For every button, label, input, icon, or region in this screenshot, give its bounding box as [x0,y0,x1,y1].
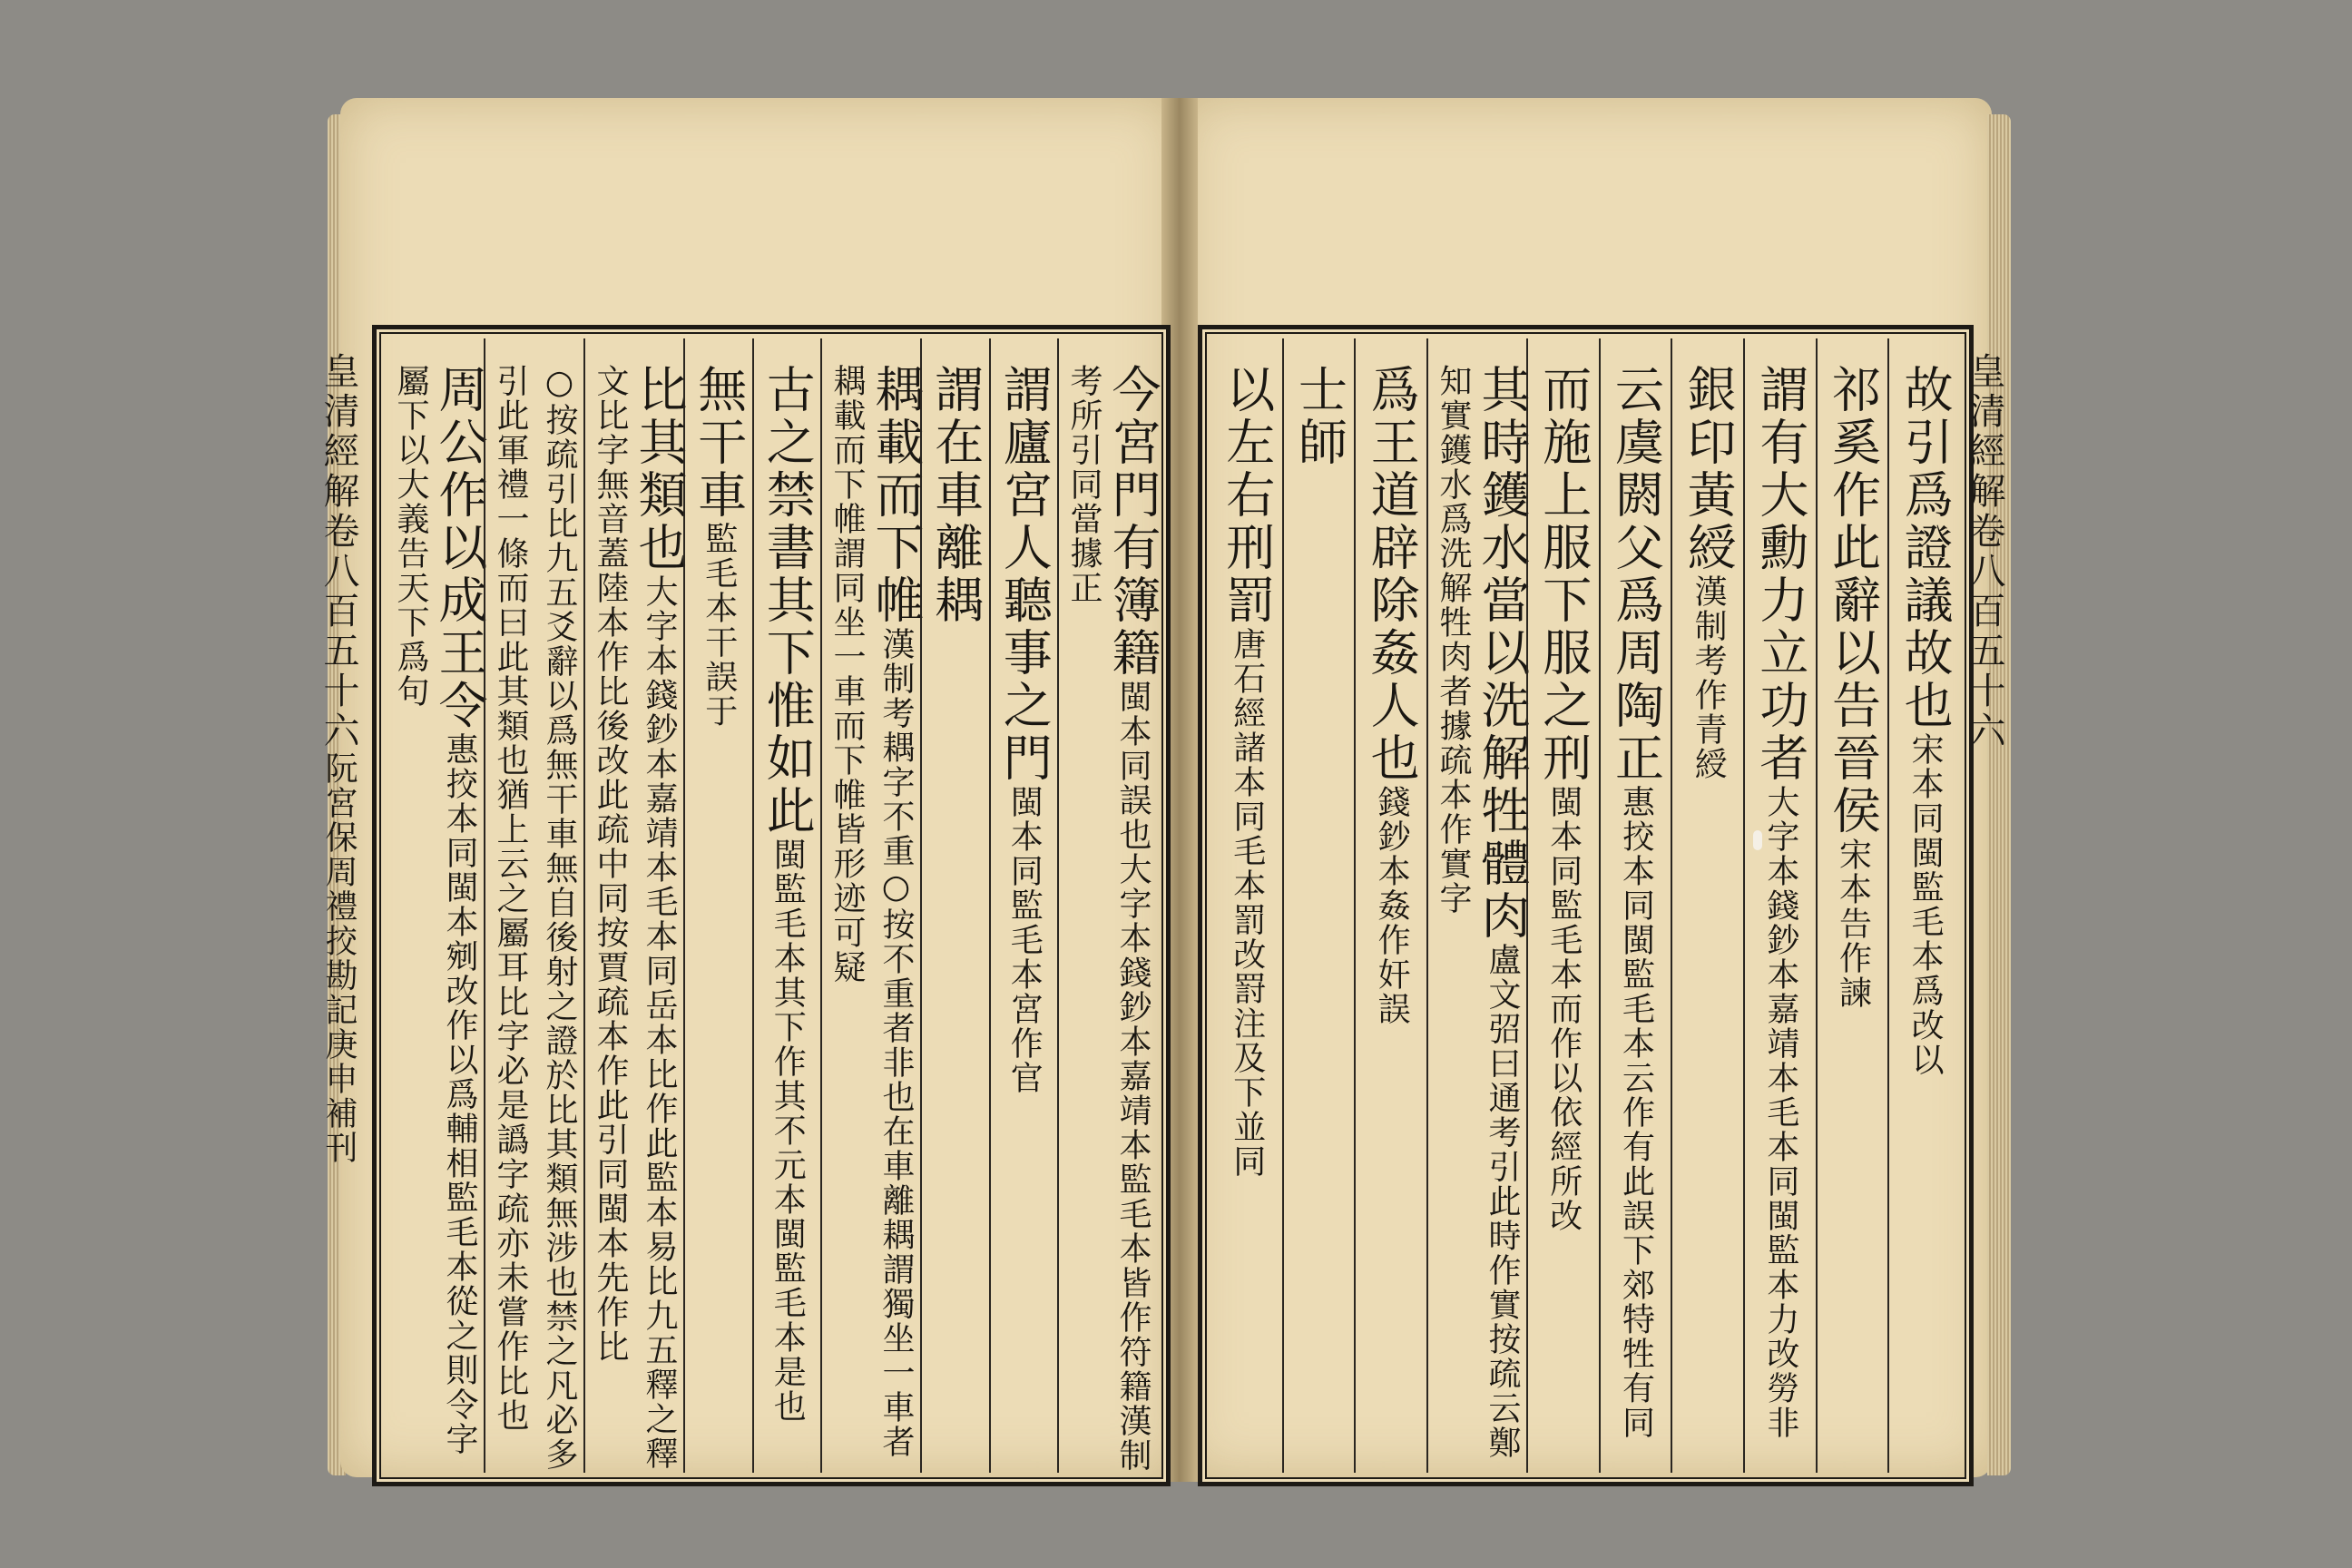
column-text [1059,338,1161,1473]
main-text: 祁奚作此辭以告晉侯 [1824,364,1882,838]
column-text [1218,338,1276,1473]
left-column [989,338,1058,1473]
column-text [1290,338,1348,1473]
column-text [585,338,688,1473]
right-column [1426,338,1531,1473]
main-text: 銀印黃綬 [1680,364,1738,574]
annotation-text: 大字本錢鈔本嘉靖本毛本同岳本比作此監本易比九五釋之釋文比字無音蓋陸本作比後改此疏中同按賈疏本作此引同閩本先作比 [592,364,678,1471]
annotation-text: 監毛本干誤于 [700,522,738,729]
right-column [1887,338,1960,1473]
main-text: 士師 [1290,364,1348,469]
column-text [995,338,1054,1473]
main-text: 以左右刑罰 [1218,364,1276,627]
column-text [690,338,748,1473]
annotation-text: 宋本告作諫 [1834,838,1872,1010]
column-text [1751,338,1809,1473]
right-column [1743,338,1816,1473]
left-spine-volume: 卷八百五十六 [318,512,359,751]
left-column [1057,338,1161,1473]
right-column [1671,338,1743,1473]
column-text [485,338,583,1473]
main-text: 古之禁書其下惟如此 [759,364,817,838]
column-text [1428,338,1531,1473]
right-column [1354,338,1426,1473]
annotation-text: 閩本同監毛本宮作官 [1005,785,1044,1095]
annotation-text: 盧文弨曰通考引此時作實按疏云鄭知實鑊水爲洗解牲肉者據疏本作實字 [1434,364,1521,1460]
column-text [926,338,985,1473]
main-text: 云虞閼父爲周陶正 [1607,364,1665,785]
main-text: 比其類也 [631,364,688,574]
annotation-text: 宋本同閩監毛本爲改以 [1906,732,1945,1077]
main-text: 今宮門有簿籍 [1104,364,1161,680]
annotation-text: ○按疏引比九五爻辭以爲無干車無自後射之證於比其類無涉也禁之凡必多引此軍禮一條而曰此其類也猶上云之屬耳比字必是譌字疏亦未嘗作比也 [492,364,578,1472]
right-column [1526,338,1599,1473]
column-text [386,338,488,1473]
main-text: 謂有大勳力立功者 [1751,364,1809,785]
column-text [1363,338,1421,1473]
right-page-spine-label [1966,325,2021,1477]
annotation-text: 錢鈔本姦作奸誤 [1373,785,1411,1026]
column-text [1824,338,1882,1473]
left-column [820,338,925,1473]
left-text-frame [372,325,1171,1486]
left-column [752,338,821,1473]
column-text [1607,338,1665,1473]
left-column [583,338,688,1473]
annotation-text: 惠挍本同閩本剜改作以爲輔相監毛本從之則令字屬下以大義告天下爲句 [392,364,478,1456]
open-book [318,98,2028,1500]
left-footer-reprint: 庚申補刊 [320,1027,358,1165]
main-text: 其時鑊水當以洗解牲體肉 [1473,364,1531,943]
left-footer-title: 阮宮保周禮挍勘記 [320,751,358,1027]
main-text: 周公作以成王令 [431,364,488,732]
left-column [683,338,752,1473]
main-text: 故引爲證議故也 [1896,364,1955,732]
main-text: 爲王道辟除姦人也 [1363,364,1421,785]
column-text [1896,338,1955,1473]
right-text-frame [1198,325,1974,1486]
left-column [920,338,989,1473]
left-column [484,338,583,1473]
left-spine-title: 皇清經解 [318,352,359,512]
annotation-text: 漢制考耦字不重○按不重者非也在車離耦謂獨坐一車者耦載而下帷謂同坐一車而下帷皆形迹可疑 [828,364,915,1459]
main-text: 謂廬宮人聽事之門 [995,364,1054,785]
annotation-text: 大字本錢鈔本嘉靖本毛本同閩監本力改勞非 [1761,785,1799,1440]
left-column [386,338,488,1473]
annotation-text: 惠挍本同閩監毛本云作有此誤下郊特牲有同 [1617,785,1655,1440]
main-text: 而施上服下服之刑 [1534,364,1592,785]
column-text [822,338,925,1473]
annotation-text: 閩監毛本其下作其不元本閩監毛本是也 [769,838,807,1424]
right-columns [1211,338,1960,1473]
right-column [1599,338,1671,1473]
annotation-text: 閩本同誤也大字本錢鈔本嘉靖本監毛本皆作符籍漢制考所引同當據正 [1065,364,1152,1473]
left-columns [386,338,1161,1473]
main-text: 耦載而下帷 [867,364,925,627]
main-text: 謂在車離耦 [926,364,985,627]
annotation-text: 漢制考作青綬 [1690,574,1728,781]
right-column [1816,338,1888,1473]
column-text [1534,338,1592,1473]
annotation-text: 唐石經諸本同毛本罰改罸注及下並同 [1228,627,1266,1179]
right-spine-title: 皇清經解 [1964,352,2005,512]
annotation-text: 閩本同監毛本而作以依經所改 [1544,785,1583,1233]
column-text [759,338,817,1473]
right-spine-volume: 卷八百五十六 [1964,512,2005,751]
left-page-spine-label [320,325,375,1477]
right-column [1282,338,1355,1473]
main-text: 無干車 [690,364,748,522]
column-text [1680,338,1738,1473]
paper-stain [1753,830,1762,850]
right-column [1211,338,1282,1473]
